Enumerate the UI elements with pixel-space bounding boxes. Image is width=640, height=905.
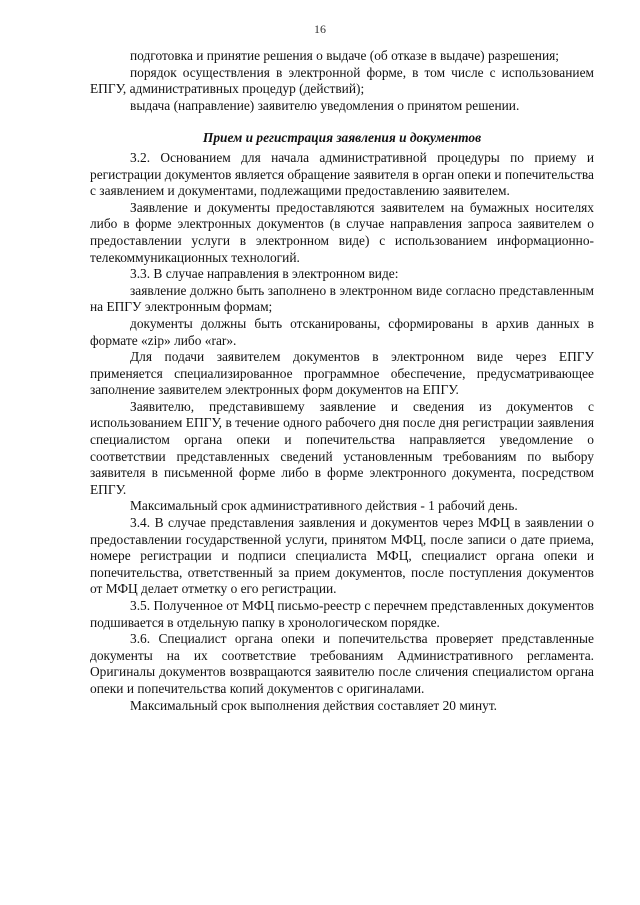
paragraph: Максимальный срок административного действия - 1 рабочий день.	[130, 498, 518, 514]
paragraph: 3.2. Основанием для начала административной процедуры по приему и регистрации документов является обращение заявителя в орган опеки и попечительства с заявлением и документами, подлежащими предоставлению заявителем.	[90, 149, 594, 199]
paragraph: Заявителю, представившему заявление и сведения из документов с использованием ЕПГУ, в течение одного рабочего дня после дня регистрации заявления специалистом органа опеки и попечительства направляется уведомление о соответствии представленных сведений установленным требованиям по выбору заявителя в письменной форме либо в форме электронного документа, посредством ЕПГУ.	[90, 398, 594, 497]
paragraph: Для подачи заявителем документов в электронном виде через ЕПГУ применяется специализированное программное обеспечение, предусматривающее заполнение заявителем электронных форм документов на ЕПГУ.	[90, 349, 594, 398]
paragraph: Заявление и документы предоставляются заявителем на бумажных носителях либо в форме электронных документов (в случае направления запроса заявителем о предоставлении услуги в электронном виде) с использованием информационно-телекоммуникационных технологий.	[90, 199, 594, 265]
paragraph: документы должны быть отсканированы, сформированы в архив данных в формате «zip» либо «rar».	[90, 315, 594, 348]
paragraph: выдача (направление) заявителю уведомления о принятом решении.	[130, 97, 520, 113]
paragraph: заявление должно быть заполнено в электронном виде согласно представленным на ЕПГУ электронным формам;	[90, 282, 594, 315]
paragraph: Максимальный срок выполнения действия составляет 20 минут.	[130, 697, 498, 713]
section-heading: Прием и регистрация заявления и документов	[202, 130, 482, 146]
paragraph: 3.4. В случае представления заявления и документов через МФЦ в заявлении о предоставлении государственной услуги, принятом МФЦ, после записи о дате приема, номере регистрации и подписи специалиста МФЦ, специалист органа опеки и попечительства, ответственный за прием документов, после поступления документов от МФЦ делает отметку о его регистрации.	[90, 515, 594, 597]
paragraph: 3.5. Полученное от МФЦ письмо-реестр с перечнем представленных документов подшивается в отдельную папку в хронологическом порядке.	[90, 598, 594, 630]
paragraph: подготовка и принятие решения о выдаче (об отказе в выдаче) разрешения;	[130, 48, 560, 63]
paragraph: 3.6. Специалист органа опеки и попечительства проверяет представленные документы на их соответствие требованиям Административного регламента. Оригиналы документов возвращаются заявителю после сличения специалистом органа опеки и попечительства копий документов с оригиналами.	[90, 631, 594, 696]
paragraph: 3.3. В случае направления в электронном виде:	[130, 266, 399, 282]
document-body	[90, 48, 594, 714]
page-number: 16	[314, 22, 326, 36]
paragraph: порядок осуществления в электронной форме, в том числе с использованием ЕПГУ, административных процедур (действий);	[90, 64, 594, 97]
